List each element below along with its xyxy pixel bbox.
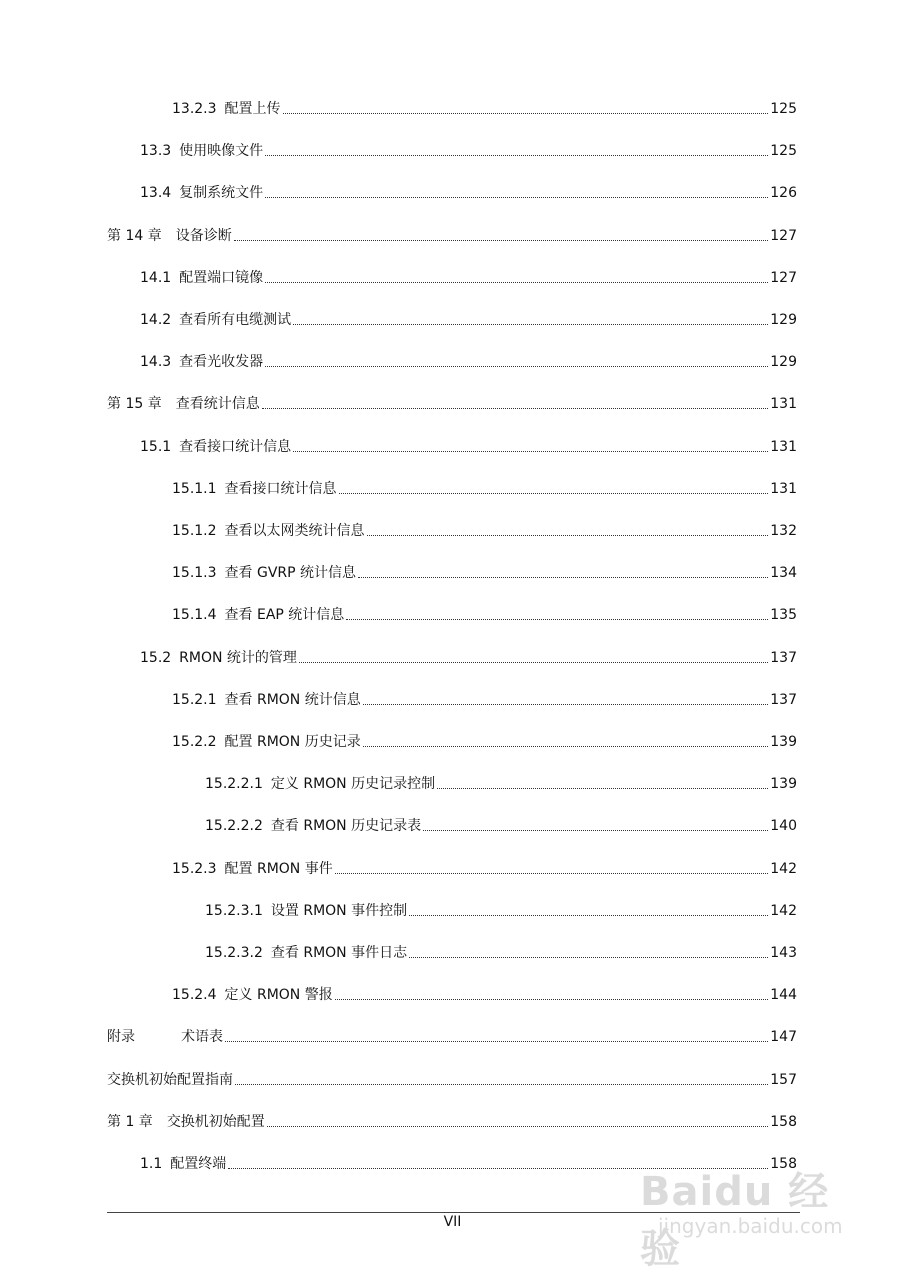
toc-entry[interactable] (172, 476, 797, 498)
toc-entry-number: 14.1 (140, 270, 172, 286)
toc-entry-title: 配置上传 (224, 101, 281, 117)
dot-leader (262, 407, 769, 409)
toc-entry-number: 15.1.2 (172, 523, 217, 539)
toc-entry-page: 135 (770, 607, 797, 623)
toc-entry-title: 设备诊断 (175, 228, 232, 244)
toc-entry-page: 131 (770, 439, 797, 455)
toc-entry-number: 15.1.1 (172, 481, 217, 497)
toc-entry[interactable] (172, 687, 797, 709)
toc-entry[interactable] (140, 434, 797, 456)
dot-leader (437, 787, 768, 789)
toc-entry-number: 15.2.3.1 (205, 903, 263, 919)
toc-entry-title: 定义 RMON 历史记录控制 (270, 776, 436, 792)
toc-entry[interactable] (205, 898, 797, 920)
toc-entry[interactable] (107, 223, 797, 245)
toc-entry-title: 复制系统文件 (179, 185, 264, 201)
toc-entry-title: 配置 RMON 事件 (224, 861, 333, 877)
toc-entry-number: 第 1 章 (107, 1114, 153, 1130)
dot-leader (265, 196, 768, 198)
dot-leader (339, 492, 769, 494)
toc-entry-page: 143 (770, 945, 797, 961)
toc-entry-page: 142 (770, 861, 797, 877)
dot-leader (265, 281, 768, 283)
toc-entry-number: 附录 (107, 1029, 135, 1045)
toc-entry-page: 125 (770, 143, 797, 159)
toc-entry-page: 129 (770, 312, 797, 328)
toc-entry-title: 交换机初始配置指南 (107, 1072, 233, 1088)
dot-leader (293, 323, 768, 325)
toc-entry[interactable] (172, 96, 797, 118)
toc-entry[interactable] (205, 940, 797, 962)
toc-entry-number: 15.1.4 (172, 607, 217, 623)
toc-entry-number: 14.3 (140, 354, 172, 370)
toc-entry[interactable] (205, 771, 797, 793)
toc-entry-number: 14.2 (140, 312, 172, 328)
toc-entry-page: 147 (770, 1029, 797, 1045)
toc-entry-number: 15.2.3 (172, 861, 217, 877)
toc-entry-page: 126 (770, 185, 797, 201)
toc-entry[interactable] (140, 1151, 797, 1173)
dot-leader (346, 618, 768, 620)
toc-entry[interactable] (107, 1067, 797, 1089)
toc-entry-title: 配置 RMON 历史记录 (224, 734, 361, 750)
toc-entry[interactable] (140, 307, 797, 329)
toc-entry-page: 127 (770, 270, 797, 286)
toc-entry-title: 查看统计信息 (175, 396, 260, 412)
dot-leader (225, 1040, 768, 1042)
toc-entry-number: 1.1 (140, 1156, 163, 1172)
toc-entry-number: 15.2.2.2 (205, 818, 263, 834)
dot-leader (299, 661, 768, 663)
toc-entry-number: 15.2.3.2 (205, 945, 263, 961)
toc-entry-number: 15.2.2 (172, 734, 217, 750)
toc-entry[interactable] (140, 645, 797, 667)
toc-entry-title: 配置终端 (170, 1156, 227, 1172)
toc-entry-page: 131 (770, 481, 797, 497)
toc-entry[interactable] (107, 391, 797, 413)
toc-entry[interactable] (140, 138, 797, 160)
toc-entry[interactable] (172, 518, 797, 540)
dot-leader (228, 1167, 768, 1169)
toc-entry[interactable] (140, 349, 797, 371)
toc-entry-number: 13.4 (140, 185, 172, 201)
toc-entry-page: 127 (770, 228, 797, 244)
toc-entry-number: 第 15 章 (107, 396, 162, 412)
toc-entry[interactable] (107, 1024, 797, 1046)
toc-entry-page: 125 (770, 101, 797, 117)
toc-entry[interactable] (172, 602, 797, 624)
toc-entry-title: 术语表 (181, 1029, 223, 1045)
toc-entry[interactable] (172, 729, 797, 751)
dot-leader (234, 239, 769, 241)
toc-entry-number: 13.3 (140, 143, 172, 159)
toc-entry-title: 设置 RMON 事件控制 (270, 903, 408, 919)
toc-entry[interactable] (172, 560, 797, 582)
toc-entry-page: 137 (770, 650, 797, 666)
toc-entry-page: 137 (770, 692, 797, 708)
toc-entry-title: 查看所有电缆测试 (179, 312, 292, 328)
toc-entry[interactable] (172, 856, 797, 878)
dot-leader (335, 998, 769, 1000)
toc-entry[interactable] (140, 265, 797, 287)
toc-entry-title: 交换机初始配置 (166, 1114, 265, 1130)
toc-entry-title: 配置端口镜像 (179, 270, 264, 286)
toc-entry-page: 139 (770, 734, 797, 750)
dot-leader (335, 872, 769, 874)
dot-leader (267, 1125, 768, 1127)
toc-entry[interactable] (205, 813, 797, 835)
dot-leader (265, 365, 768, 367)
toc-entry-title: 查看以太网类统计信息 (224, 523, 365, 539)
toc-entry[interactable] (172, 982, 797, 1004)
dot-leader (363, 745, 769, 747)
toc-entry-page: 158 (770, 1114, 797, 1130)
toc-entry-number: 15.2.2.1 (205, 776, 263, 792)
watermark-logo: Baidu 经验 (640, 1169, 830, 1272)
toc-entry-number: 15.2.4 (172, 987, 217, 1003)
toc-entry-number: 15.1.3 (172, 565, 217, 581)
dot-leader (409, 956, 768, 958)
dot-leader (265, 154, 768, 156)
toc-entry-title: 查看接口统计信息 (179, 439, 292, 455)
toc-entry-title: 查看 RMON 事件日志 (270, 945, 408, 961)
dot-leader (367, 534, 769, 536)
toc-entry-title: 查看 RMON 统计信息 (224, 692, 361, 708)
dot-leader (409, 914, 768, 916)
toc-entry-number: 15.2 (140, 650, 172, 666)
toc-entry-number: 第 14 章 (107, 228, 162, 244)
toc-entry-title: 查看 GVRP 统计信息 (224, 565, 357, 581)
toc-entry-number: 13.2.3 (172, 101, 217, 117)
toc-entry[interactable] (140, 180, 797, 202)
toc-entry-page: 134 (770, 565, 797, 581)
toc-entry-title: 查看接口统计信息 (224, 481, 337, 497)
toc-entry-title: 查看 EAP 统计信息 (224, 607, 345, 623)
page-number: VII (443, 1214, 462, 1230)
toc-entry[interactable] (107, 1109, 797, 1131)
toc-entry-number: 15.2.1 (172, 692, 217, 708)
toc-entry-title: 定义 RMON 警报 (224, 987, 333, 1003)
toc-entry-page: 140 (770, 818, 797, 834)
toc-entry-title: 查看 RMON 历史记录表 (270, 818, 422, 834)
toc-entry-page: 139 (770, 776, 797, 792)
toc-entry-page: 129 (770, 354, 797, 370)
toc-entry-page: 157 (770, 1072, 797, 1088)
dot-leader (358, 576, 768, 578)
toc-entry-number: 15.1 (140, 439, 172, 455)
toc-entry-page: 142 (770, 903, 797, 919)
dot-leader (293, 450, 768, 452)
dot-leader (283, 112, 769, 114)
toc-entry-page: 144 (770, 987, 797, 1003)
toc-entry-page: 158 (770, 1156, 797, 1172)
toc-entry-page: 131 (770, 396, 797, 412)
toc-entry-title: 查看光收发器 (179, 354, 264, 370)
watermark-url: jingyan.baidu.com (658, 1214, 843, 1238)
dot-leader (363, 703, 769, 705)
toc-entry-page: 132 (770, 523, 797, 539)
dot-leader (423, 829, 768, 831)
toc-entry-title: RMON 统计的管理 (179, 650, 297, 666)
dot-leader (235, 1083, 768, 1085)
toc-entry-title: 使用映像文件 (179, 143, 264, 159)
